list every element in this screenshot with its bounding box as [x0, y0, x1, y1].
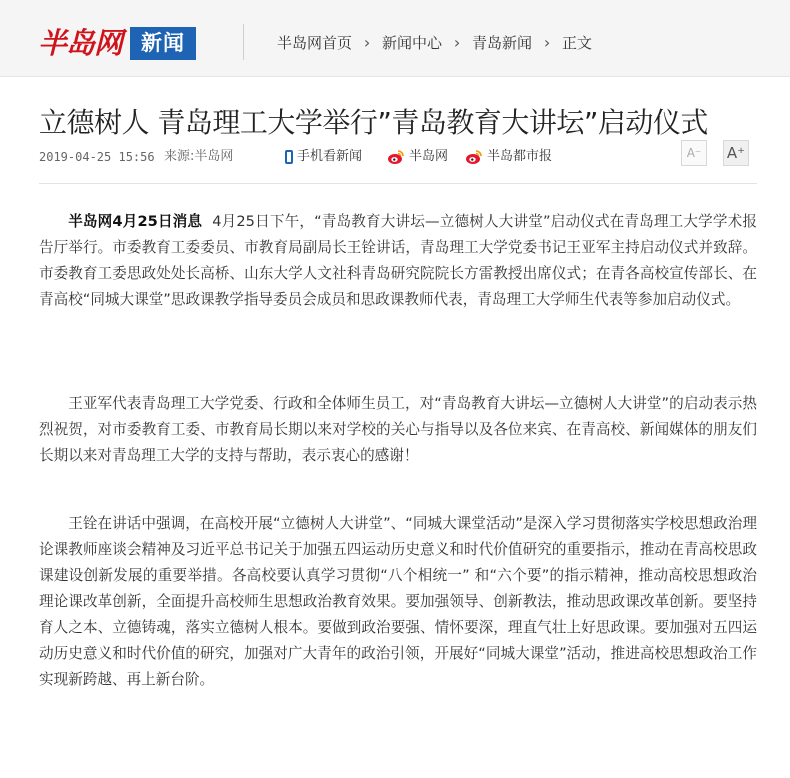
breadcrumb	[277, 33, 592, 53]
phone-icon	[285, 150, 293, 164]
share-weibo-dushi-button[interactable]	[465, 147, 552, 167]
chevron-right-icon: ›	[363, 33, 371, 52]
article-paragraph-3: 王铨在讲话中强调，在高校开展“立德树人大讲堂”、“同城大课堂活动”是深入学习贯彻落实学校思想政治理论课教师座谈会精神及习近平总书记关于加强五四运动历史意义和时代价值研究的重要指示，推动在青高校思政课建设创新发展的重要举措。各高校要认真学习贯彻“八个相统一” 和“六个要”的指示精神，推动高校思想政治理论课改革创新，全面提升高校师生思想政治教育效果。要加强领导、创新教法，推动思政课改革创新。要坚持育人之本、立德铸魂，落实立德树人根本。要做到政治要强、情怀要深，理直气壮上好思政课。要加强对五四运动历史意义和时代价值的研究，加强对广大青年的政治引领，开展好“同城大课堂”活动，推进高校思想政治工作实现新跨越、再上新台阶。	[39, 515, 757, 688]
breadcrumb-home[interactable]: 半岛网首页	[277, 34, 353, 52]
share-mobile-button[interactable]	[285, 147, 362, 167]
font-larger-button[interactable]: A⁺	[723, 140, 749, 166]
breadcrumb-qingdao-news[interactable]: 青岛新闻	[472, 34, 533, 52]
header-divider	[243, 24, 244, 60]
article-meta	[39, 147, 759, 167]
chevron-right-icon: ›	[543, 33, 551, 52]
font-smaller-button[interactable]: A⁻	[681, 140, 707, 166]
weibo-icon	[387, 149, 405, 165]
site-header	[0, 0, 790, 77]
share-weibo-dushi-label: 半岛都市报	[487, 149, 553, 164]
site-logo[interactable]: 半岛网	[38, 26, 123, 60]
chevron-right-icon: ›	[453, 33, 461, 52]
article-title: 立德树人 青岛理工大学举行”青岛教育大讲坛”启动仪式	[39, 106, 708, 139]
meta-divider	[39, 183, 757, 184]
article-source: 来源:半岛网	[164, 149, 234, 164]
news-channel-badge[interactable]: 新闻	[130, 27, 196, 60]
weibo-icon	[465, 149, 483, 165]
publish-datetime: 2019-04-25 15:56	[39, 150, 155, 164]
article-paragraph-2: 王亚军代表青岛理工大学党委、行政和全体师生员工，对“青岛教育大讲坛—立德树人大讲堂”的启动表示热烈祝贺，对市委教育工委、市教育局长期以来对学校的关心与指导以及各位来宾、在青高校、新闻媒体的朋友们长期以来对青岛理工大学的支持与帮助，表示衷心的感谢！	[39, 395, 757, 464]
article-lead: 半岛网4月25日消息	[68, 213, 203, 230]
article-paragraph-1	[39, 209, 757, 313]
share-weibo-bandao-label: 半岛网	[409, 149, 449, 164]
share-mobile-label: 手机看新闻	[297, 149, 363, 164]
breadcrumb-news-center[interactable]: 新闻中心	[382, 34, 443, 52]
article-paragraph-1-text: 4月25日下午，“青岛教育大讲坛—立德树人大讲堂”启动仪式在青岛理工大学学术报告厅举行。市委教育工委委员、市教育局副局长王铨讲话，青岛理工大学党委书记王亚军主持启动仪式并致辞。市委教育工委思政处处长高桥、山东大学人文社科青岛研究院院长方雷教授出席仪式；在青各高校宣传部长、在青高校“同城大课堂”思政课教学指导委员会成员和思政课教师代表，青岛理工大学师生代表等参加启动仪式。	[39, 213, 757, 308]
share-weibo-bandao-button[interactable]	[387, 147, 448, 167]
breadcrumb-current: 正文	[562, 34, 593, 52]
